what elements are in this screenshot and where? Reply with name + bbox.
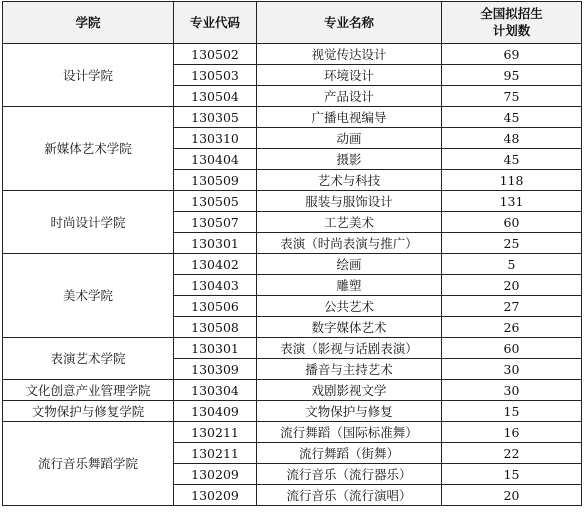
major-code-cell: 130301 (174, 338, 257, 359)
plan-count-cell: 45 (442, 149, 582, 170)
school-cell: 美术学院 (3, 254, 174, 338)
major-name-cell: 流行音乐（流行演唱） (257, 485, 442, 506)
plan-count-cell: 5 (442, 254, 582, 275)
major-code-cell: 130211 (174, 443, 257, 464)
school-cell: 设计学院 (3, 44, 174, 107)
plan-count-cell: 15 (442, 464, 582, 485)
plan-count-cell: 131 (442, 191, 582, 212)
plan-count-cell: 25 (442, 233, 582, 254)
header-row (3, 2, 582, 44)
major-name-cell: 流行音乐（流行器乐） (257, 464, 442, 485)
major-name-cell: 环境设计 (257, 65, 442, 86)
plan-count-cell: 118 (442, 170, 582, 191)
major-name-cell: 文物保护与修复 (257, 401, 442, 422)
plan-count-cell: 48 (442, 128, 582, 149)
plan-count-cell: 22 (442, 443, 582, 464)
major-code-cell: 130504 (174, 86, 257, 107)
major-name-cell: 表演（时尚表演与推广） (257, 233, 442, 254)
plan-count-cell: 15 (442, 401, 582, 422)
major-name-cell: 播音与主持艺术 (257, 359, 442, 380)
major-code-cell: 130502 (174, 44, 257, 65)
plan-count-cell: 27 (442, 296, 582, 317)
admissions-plan-table (2, 1, 582, 506)
major-code-cell: 130305 (174, 107, 257, 128)
major-name-cell: 公共艺术 (257, 296, 442, 317)
major-name-cell: 广播电视编导 (257, 107, 442, 128)
plan-count-cell: 60 (442, 338, 582, 359)
major-name-cell: 绘画 (257, 254, 442, 275)
major-code-cell: 130209 (174, 464, 257, 485)
table-row (3, 254, 582, 275)
major-name-cell: 产品设计 (257, 86, 442, 107)
plan-count-cell: 20 (442, 275, 582, 296)
major-code-cell: 130506 (174, 296, 257, 317)
plan-count-cell: 30 (442, 380, 582, 401)
major-name-cell: 数字媒体艺术 (257, 317, 442, 338)
plan-count-cell: 69 (442, 44, 582, 65)
table-row (3, 422, 582, 443)
table-body (3, 44, 582, 506)
major-name-cell: 艺术与科技 (257, 170, 442, 191)
major-code-cell: 130509 (174, 170, 257, 191)
header-school: 学院 (3, 2, 174, 44)
major-name-cell: 流行舞蹈（街舞） (257, 443, 442, 464)
school-cell: 文物保护与修复学院 (3, 401, 174, 422)
header-plan-line2: 计划数 (492, 22, 531, 38)
major-code-cell: 130505 (174, 191, 257, 212)
school-cell: 文化创意产业管理学院 (3, 380, 174, 401)
major-code-cell: 130404 (174, 149, 257, 170)
major-code-cell: 130503 (174, 65, 257, 86)
school-cell: 时尚设计学院 (3, 191, 174, 254)
school-cell: 表演艺术学院 (3, 338, 174, 380)
table-row (3, 401, 582, 422)
plan-count-cell: 95 (442, 65, 582, 86)
major-code-cell: 130310 (174, 128, 257, 149)
header-major-code: 专业代码 (174, 2, 257, 44)
major-code-cell: 130211 (174, 422, 257, 443)
major-code-cell: 130403 (174, 275, 257, 296)
major-code-cell: 130507 (174, 212, 257, 233)
header-major-name: 专业名称 (257, 2, 442, 44)
major-name-cell: 摄影 (257, 149, 442, 170)
plan-count-cell: 16 (442, 422, 582, 443)
major-name-cell: 戏剧影视文学 (257, 380, 442, 401)
header-plan-count (442, 2, 582, 44)
school-cell: 流行音乐舞蹈学院 (3, 422, 174, 506)
major-name-cell: 流行舞蹈（国际标准舞） (257, 422, 442, 443)
table-row (3, 44, 582, 65)
major-code-cell: 130409 (174, 401, 257, 422)
major-name-cell: 表演（影视与话剧表演） (257, 338, 442, 359)
school-cell: 新媒体艺术学院 (3, 107, 174, 191)
major-name-cell: 工艺美术 (257, 212, 442, 233)
major-code-cell: 130209 (174, 485, 257, 506)
major-name-cell: 动画 (257, 128, 442, 149)
table-row (3, 107, 582, 128)
major-code-cell: 130508 (174, 317, 257, 338)
major-code-cell: 130304 (174, 380, 257, 401)
plan-count-cell: 20 (442, 485, 582, 506)
plan-count-cell: 45 (442, 107, 582, 128)
major-name-cell: 服装与服饰设计 (257, 191, 442, 212)
plan-count-cell: 60 (442, 212, 582, 233)
plan-count-cell: 75 (442, 86, 582, 107)
header-plan-line1: 全国拟招生 (480, 5, 543, 21)
plan-count-cell: 30 (442, 359, 582, 380)
table-row (3, 380, 582, 401)
table-row (3, 191, 582, 212)
major-code-cell: 130301 (174, 233, 257, 254)
table-row (3, 338, 582, 359)
plan-count-cell: 26 (442, 317, 582, 338)
table-header (3, 2, 582, 44)
major-code-cell: 130402 (174, 254, 257, 275)
major-name-cell: 视觉传达设计 (257, 44, 442, 65)
major-name-cell: 雕塑 (257, 275, 442, 296)
major-code-cell: 130309 (174, 359, 257, 380)
